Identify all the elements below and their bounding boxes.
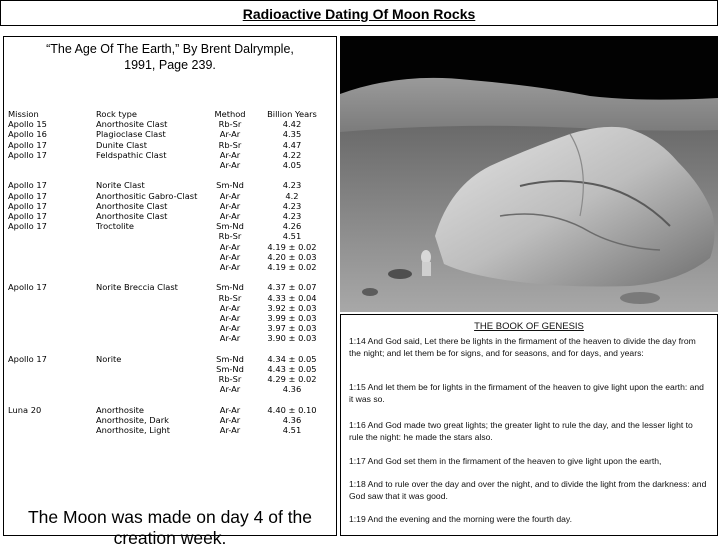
age-cell: 4.37 ± 0.07	[267, 282, 317, 293]
method-cell: Ar-Ar	[219, 302, 241, 313]
table-spacer-row	[8, 170, 330, 180]
mission-cell	[8, 160, 96, 170]
age-cell: 4.33 ± 0.04	[267, 292, 317, 303]
age-cell: 4.2	[285, 190, 299, 201]
method-cell: Ar-Ar	[219, 313, 241, 324]
mission-cell	[8, 242, 96, 252]
rock-type-cell: Norite Breccia Clast	[96, 282, 178, 293]
method-cell: Ar-Ar	[219, 129, 241, 140]
mission-cell: Apollo 17	[8, 180, 47, 191]
rock-type-cell	[96, 323, 206, 333]
rock-type-cell: Norite Clast	[96, 180, 145, 191]
table-row	[8, 364, 330, 374]
table-row	[8, 252, 330, 262]
mission-cell: Apollo 17	[8, 221, 47, 232]
table-row	[8, 262, 330, 272]
mission-cell	[8, 313, 96, 323]
table-spacer-row	[8, 395, 330, 405]
table-row	[8, 374, 330, 384]
rock-type-cell: Anorthosite Clast	[96, 200, 168, 211]
rock-type-cell: Feldspathic Clast	[96, 149, 167, 160]
table-row	[8, 191, 330, 201]
mission-cell: Apollo 16	[8, 129, 47, 140]
header-mission: Mission	[8, 109, 39, 119]
age-cell: 4.19 ± 0.02	[267, 241, 317, 252]
method-cell: Ar-Ar	[219, 211, 241, 222]
age-cell: 3.99 ± 0.03	[267, 313, 317, 324]
method-cell: Rb-Sr	[218, 374, 242, 385]
method-cell: Rb-Sr	[218, 139, 242, 150]
mission-cell: Apollo 17	[8, 282, 47, 293]
table-row	[8, 323, 330, 333]
table-row	[8, 282, 330, 292]
verse-1-17: 1:17 And God set them in the firmament of the heaven to give light upon the earth,	[349, 456, 662, 466]
header-billion-years: Billion Years	[267, 109, 317, 119]
age-cell: 4.29 ± 0.02	[267, 374, 317, 385]
rock-type-cell	[96, 262, 206, 272]
genesis-panel	[340, 314, 718, 536]
table-row	[8, 354, 330, 364]
table-row	[8, 313, 330, 323]
mission-cell	[8, 293, 96, 303]
rock-type-cell	[96, 364, 206, 374]
table-spacer-row	[8, 344, 330, 354]
table-row	[8, 384, 330, 394]
mission-cell	[8, 323, 96, 333]
table-row	[8, 140, 330, 150]
mission-cell	[8, 384, 96, 394]
verse-1-16: 1:16 And God made two great lights; the greater light to rule the day, and the lesser light to rule the night: he made the stars also.	[349, 420, 693, 442]
method-cell: Ar-Ar	[219, 404, 241, 415]
summary-line-2: creation week.	[113, 528, 227, 548]
age-cell: 3.97 ± 0.03	[267, 323, 317, 334]
slide-title: Radioactive Dating Of Moon Rocks	[0, 0, 718, 26]
summary-line-1: The Moon was made on day 4 of the	[27, 507, 313, 527]
method-cell: Ar-Ar	[219, 251, 241, 262]
age-cell: 4.51	[282, 425, 302, 436]
rock-type-cell: Dunite Clast	[96, 139, 147, 150]
citation-line-2: 1991, Page 239.	[124, 58, 216, 72]
table-row	[8, 150, 330, 160]
method-cell: Sm-Nd	[216, 180, 244, 191]
mission-cell: Apollo 17	[8, 353, 47, 364]
method-cell: Ar-Ar	[219, 241, 241, 252]
mission-cell	[8, 364, 96, 374]
table-body	[8, 119, 330, 435]
spacer-cell	[8, 170, 330, 180]
rock-type-cell	[96, 384, 206, 394]
table-header-row	[8, 109, 330, 119]
rock-type-cell	[96, 303, 206, 313]
verse-1-15: 1:15 And let them be for lights in the firmament of the heaven to give light upon the earth: and it was so.	[349, 382, 704, 404]
rock-type-cell	[96, 160, 206, 170]
method-cell: Sm-Nd	[216, 353, 244, 364]
age-cell: 4.35	[282, 129, 302, 140]
age-cell: 4.51	[282, 231, 302, 242]
age-cell: 4.36	[282, 415, 302, 426]
method-cell: Ar-Ar	[219, 149, 241, 160]
rock-type-cell	[96, 231, 206, 241]
rock-type-cell	[96, 374, 206, 384]
mission-cell: Apollo 17	[8, 139, 47, 150]
method-cell: Ar-Ar	[219, 160, 241, 171]
table-row	[8, 231, 330, 241]
age-cell: 4.19 ± 0.02	[267, 262, 317, 273]
rock-type-cell: Plagioclase Clast	[96, 129, 166, 140]
mission-cell: Apollo 17	[8, 211, 47, 222]
rock-type-cell: Anorthosite, Dark	[96, 415, 169, 426]
table-spacer-row	[8, 272, 330, 282]
method-cell: Sm-Nd	[216, 221, 244, 232]
rock-type-cell: Norite	[96, 353, 122, 364]
mission-cell	[8, 333, 96, 343]
citation	[4, 41, 336, 73]
method-cell: Ar-Ar	[219, 262, 241, 273]
mission-cell	[8, 262, 96, 272]
mission-cell	[8, 303, 96, 313]
mission-cell: Luna 20	[8, 404, 42, 415]
age-cell: 4.23	[282, 200, 302, 211]
age-cell: 4.36	[282, 384, 302, 395]
table-row	[8, 405, 330, 415]
citation-line-1: “The Age Of The Earth,” By Brent Dalrymple,	[46, 42, 294, 56]
method-cell: Rb-Sr	[218, 231, 242, 242]
table-row	[8, 119, 330, 129]
verse-1-18: 1:18 And to rule over the day and over the night, and to divide the light from the darkness: and God saw that it was good.	[349, 479, 707, 501]
rock-type-cell: Anorthosite, Light	[96, 425, 170, 436]
rock-type-cell: Anorthosite Clast	[96, 119, 168, 130]
rock-type-cell	[96, 333, 206, 343]
table-row	[8, 211, 330, 221]
method-cell: Ar-Ar	[219, 190, 241, 201]
header-rock-type: Rock type	[96, 109, 138, 119]
spacer-cell	[8, 272, 330, 282]
left-panel	[3, 36, 337, 548]
method-cell: Ar-Ar	[219, 333, 241, 344]
age-cell: 4.20 ± 0.03	[267, 251, 317, 262]
method-cell: Ar-Ar	[219, 384, 241, 395]
age-cell: 4.42	[282, 119, 302, 130]
mission-cell	[8, 231, 96, 241]
table-row	[8, 201, 330, 211]
table-row	[8, 180, 330, 190]
spacer-cell	[8, 344, 330, 354]
method-cell: Rb-Sr	[218, 292, 242, 303]
mission-cell: Apollo 17	[8, 190, 47, 201]
genesis-title: THE BOOK OF GENESIS	[474, 321, 584, 332]
rock-type-cell: Anorthosite	[96, 404, 144, 415]
method-cell: Rb-Sr	[218, 119, 242, 130]
age-cell: 4.23	[282, 211, 302, 222]
method-cell: Sm-Nd	[216, 282, 244, 293]
age-cell: 3.90 ± 0.03	[267, 333, 317, 344]
mission-cell	[8, 415, 96, 425]
table-row	[8, 242, 330, 252]
mission-cell: Apollo 17	[8, 200, 47, 211]
age-cell: 4.34 ± 0.05	[267, 353, 317, 364]
age-cell: 4.05	[282, 160, 302, 171]
age-cell: 3.92 ± 0.03	[267, 302, 317, 313]
verse-1-14: 1:14 And God said, Let there be lights in the firmament of the heaven to divide the day from the night; and let them be for signs, and for seasons, and for days, and years:	[349, 336, 696, 358]
table-row	[8, 425, 330, 435]
age-cell: 4.23	[282, 180, 302, 191]
mission-cell: Apollo 17	[8, 149, 47, 160]
method-cell: Ar-Ar	[219, 200, 241, 211]
age-cell: 4.26	[282, 221, 302, 232]
mission-cell	[8, 425, 96, 435]
mission-cell	[8, 374, 96, 384]
rock-type-cell	[96, 293, 206, 303]
spacer-cell	[8, 395, 330, 405]
moon-rock-photo	[340, 36, 718, 312]
table-row	[8, 129, 330, 139]
table-row	[8, 160, 330, 170]
dating-table	[8, 109, 330, 435]
method-cell: Ar-Ar	[219, 323, 241, 334]
table-row	[8, 293, 330, 303]
mission-cell	[8, 252, 96, 262]
rock-type-cell	[96, 252, 206, 262]
age-cell: 4.22	[282, 149, 302, 160]
age-cell: 4.47	[282, 139, 302, 150]
moon-rock-photo-image	[340, 36, 718, 312]
mission-cell: Apollo 15	[8, 119, 47, 130]
rock-type-cell: Troctolite	[96, 221, 135, 232]
method-cell: Ar-Ar	[219, 415, 241, 426]
verse-1-19: 1:19 And the evening and the morning were the fourth day.	[349, 514, 572, 524]
header-method: Method	[214, 109, 246, 119]
age-cell: 4.40 ± 0.10	[267, 404, 317, 415]
method-cell: Ar-Ar	[219, 425, 241, 436]
table-row	[8, 415, 330, 425]
summary-text	[4, 507, 336, 549]
rock-type-cell: Anorthositic Gabro-Clast	[96, 190, 198, 201]
rock-type-cell	[96, 313, 206, 323]
table-row	[8, 333, 330, 343]
rock-type-cell: Anorthosite Clast	[96, 211, 168, 222]
method-cell: Sm-Nd	[216, 364, 244, 375]
table-row	[8, 221, 330, 231]
rock-type-cell	[96, 242, 206, 252]
age-cell: 4.43 ± 0.05	[267, 364, 317, 375]
table-row	[8, 303, 330, 313]
